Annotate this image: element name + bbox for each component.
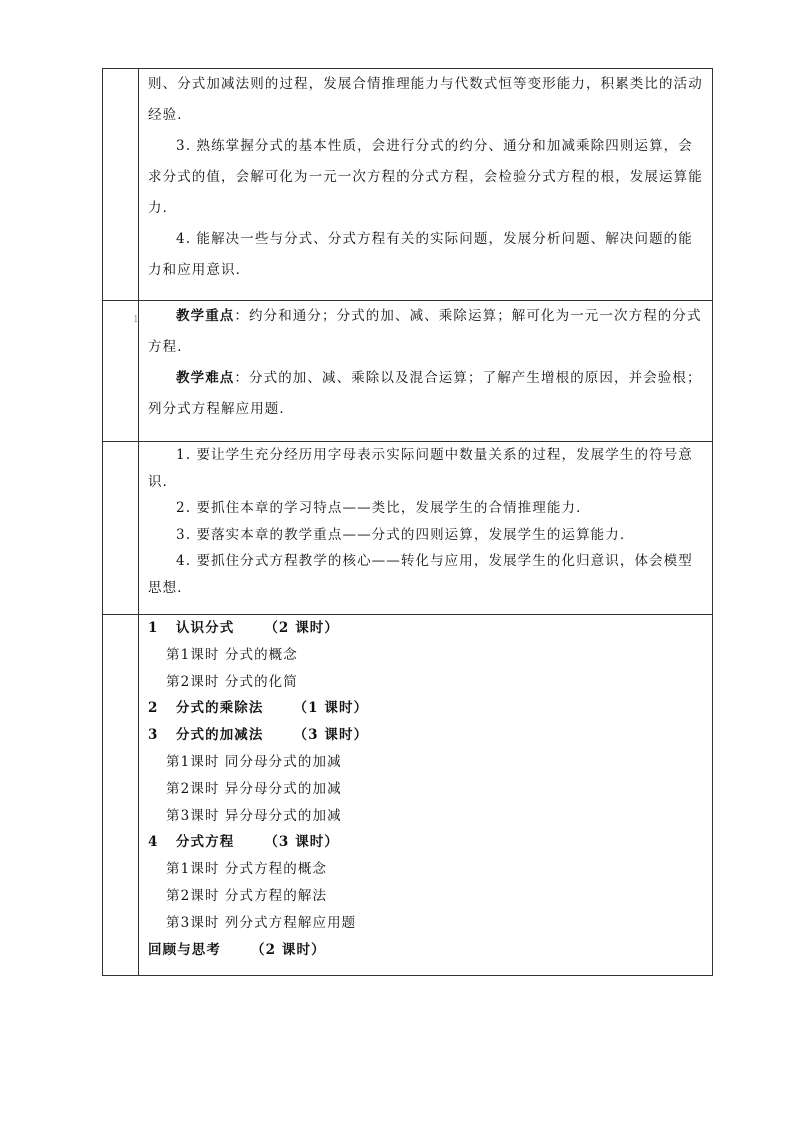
focus-label-cell bbox=[103, 301, 139, 442]
lesson-item: 第2课时 分式方程的解法 bbox=[166, 887, 328, 904]
lesson-item: 第1课时 同分母分式的加减 bbox=[166, 753, 342, 770]
schedule-row bbox=[103, 615, 713, 976]
section-3-heading bbox=[148, 722, 703, 749]
section-2-hours: （1 课时） bbox=[293, 700, 369, 717]
lesson-item: 第3课时 异分母分式的加减 bbox=[166, 807, 342, 824]
review-heading bbox=[148, 937, 703, 964]
focus-row bbox=[103, 301, 713, 442]
key-point-text: ：约分和通分；分式的加、减、乘除运算；解可化为一元一次方程的分式方程． bbox=[148, 308, 702, 355]
difficult-point bbox=[148, 363, 703, 425]
section-2-number: 2 bbox=[148, 700, 159, 717]
suggestions-label-cell bbox=[103, 442, 139, 615]
key-point bbox=[148, 301, 703, 363]
lesson-item: 第2课时 异分母分式的加减 bbox=[166, 780, 342, 797]
lesson-item: 第3课时 列分式方程解应用题 bbox=[166, 914, 357, 931]
schedule-content-cell bbox=[139, 615, 713, 976]
section-1-hours: （2 课时） bbox=[264, 620, 340, 636]
section-4-heading bbox=[148, 829, 703, 856]
suggestion-item: 2. 要抓住本章的学习特点——类比，发展学生的合情推理能力． bbox=[176, 500, 591, 516]
goals-content-cell bbox=[139, 69, 713, 301]
key-point-label: 教学重点 bbox=[176, 308, 235, 324]
section-2-heading bbox=[148, 695, 703, 722]
goals-item-3: 3. 熟练掌握分式的基本性质，会进行分式的约分、通分和加减乘除四则运算，会求分式的值，会解可化为一元一次方程的分式方程，会检验分式方程的根，发展运算能力． bbox=[148, 138, 703, 216]
lesson-item: 第1课时 分式的概念 bbox=[166, 646, 298, 663]
suggestions-content-cell bbox=[139, 442, 713, 615]
section-2-title: 分式的乘除法 bbox=[175, 700, 264, 717]
section-3-title: 分式的加减法 bbox=[175, 727, 264, 744]
section-4-number: 4 bbox=[148, 834, 159, 851]
section-4-hours: （3 课时） bbox=[264, 834, 340, 851]
suggestions-row bbox=[103, 442, 713, 615]
lesson-item: 第2课时 分式的化简 bbox=[166, 673, 298, 690]
section-4-title: 分式方程 bbox=[175, 834, 235, 851]
focus-content-cell bbox=[139, 301, 713, 442]
section-1-title: 认识分式 bbox=[175, 620, 235, 636]
suggestion-item: 1. 要让学生充分经历用字母表示实际问题中数量关系的过程，发展学生的符号意识． bbox=[148, 447, 693, 490]
section-1-heading bbox=[148, 615, 703, 642]
suggestion-item: 3. 要落实本章的教学重点——分式的四则运算，发展学生的运算能力． bbox=[176, 526, 635, 543]
lesson-item: 第1课时 分式方程的概念 bbox=[166, 861, 328, 878]
section-3-number: 3 bbox=[148, 727, 159, 744]
margin-mark: 1 bbox=[133, 315, 139, 325]
goals-row bbox=[103, 69, 713, 301]
section-3-hours: （3 课时） bbox=[293, 727, 369, 744]
review-title: 回顾与思考 bbox=[148, 941, 221, 958]
goals-item-4: 4. 能解决一些与分式、分式方程有关的实际问题，发展分析问题、解决问题的能力和应用意识． bbox=[148, 231, 693, 278]
difficult-point-text: ：分式的加、减、乘除以及混合运算；了解产生增根的原因，并会验根；列分式方程解应用题． bbox=[148, 370, 702, 417]
section-1-number: 1 bbox=[148, 620, 159, 636]
suggestion-item: 4. 要抓住分式方程教学的核心——转化与应用，发展学生的化归意识，体会模型思想． bbox=[148, 553, 693, 596]
review-hours: （2 课时） bbox=[251, 941, 326, 958]
goals-line-a: 则、分式加减法则的过程，发展合情推理能力与代数式恒等变形能力，积累类比的活动经验． bbox=[148, 76, 703, 123]
schedule-label-cell bbox=[103, 615, 139, 976]
difficult-point-label: 教学难点 bbox=[176, 370, 235, 386]
lesson-plan-table bbox=[102, 68, 713, 976]
goals-label-cell bbox=[103, 69, 139, 301]
